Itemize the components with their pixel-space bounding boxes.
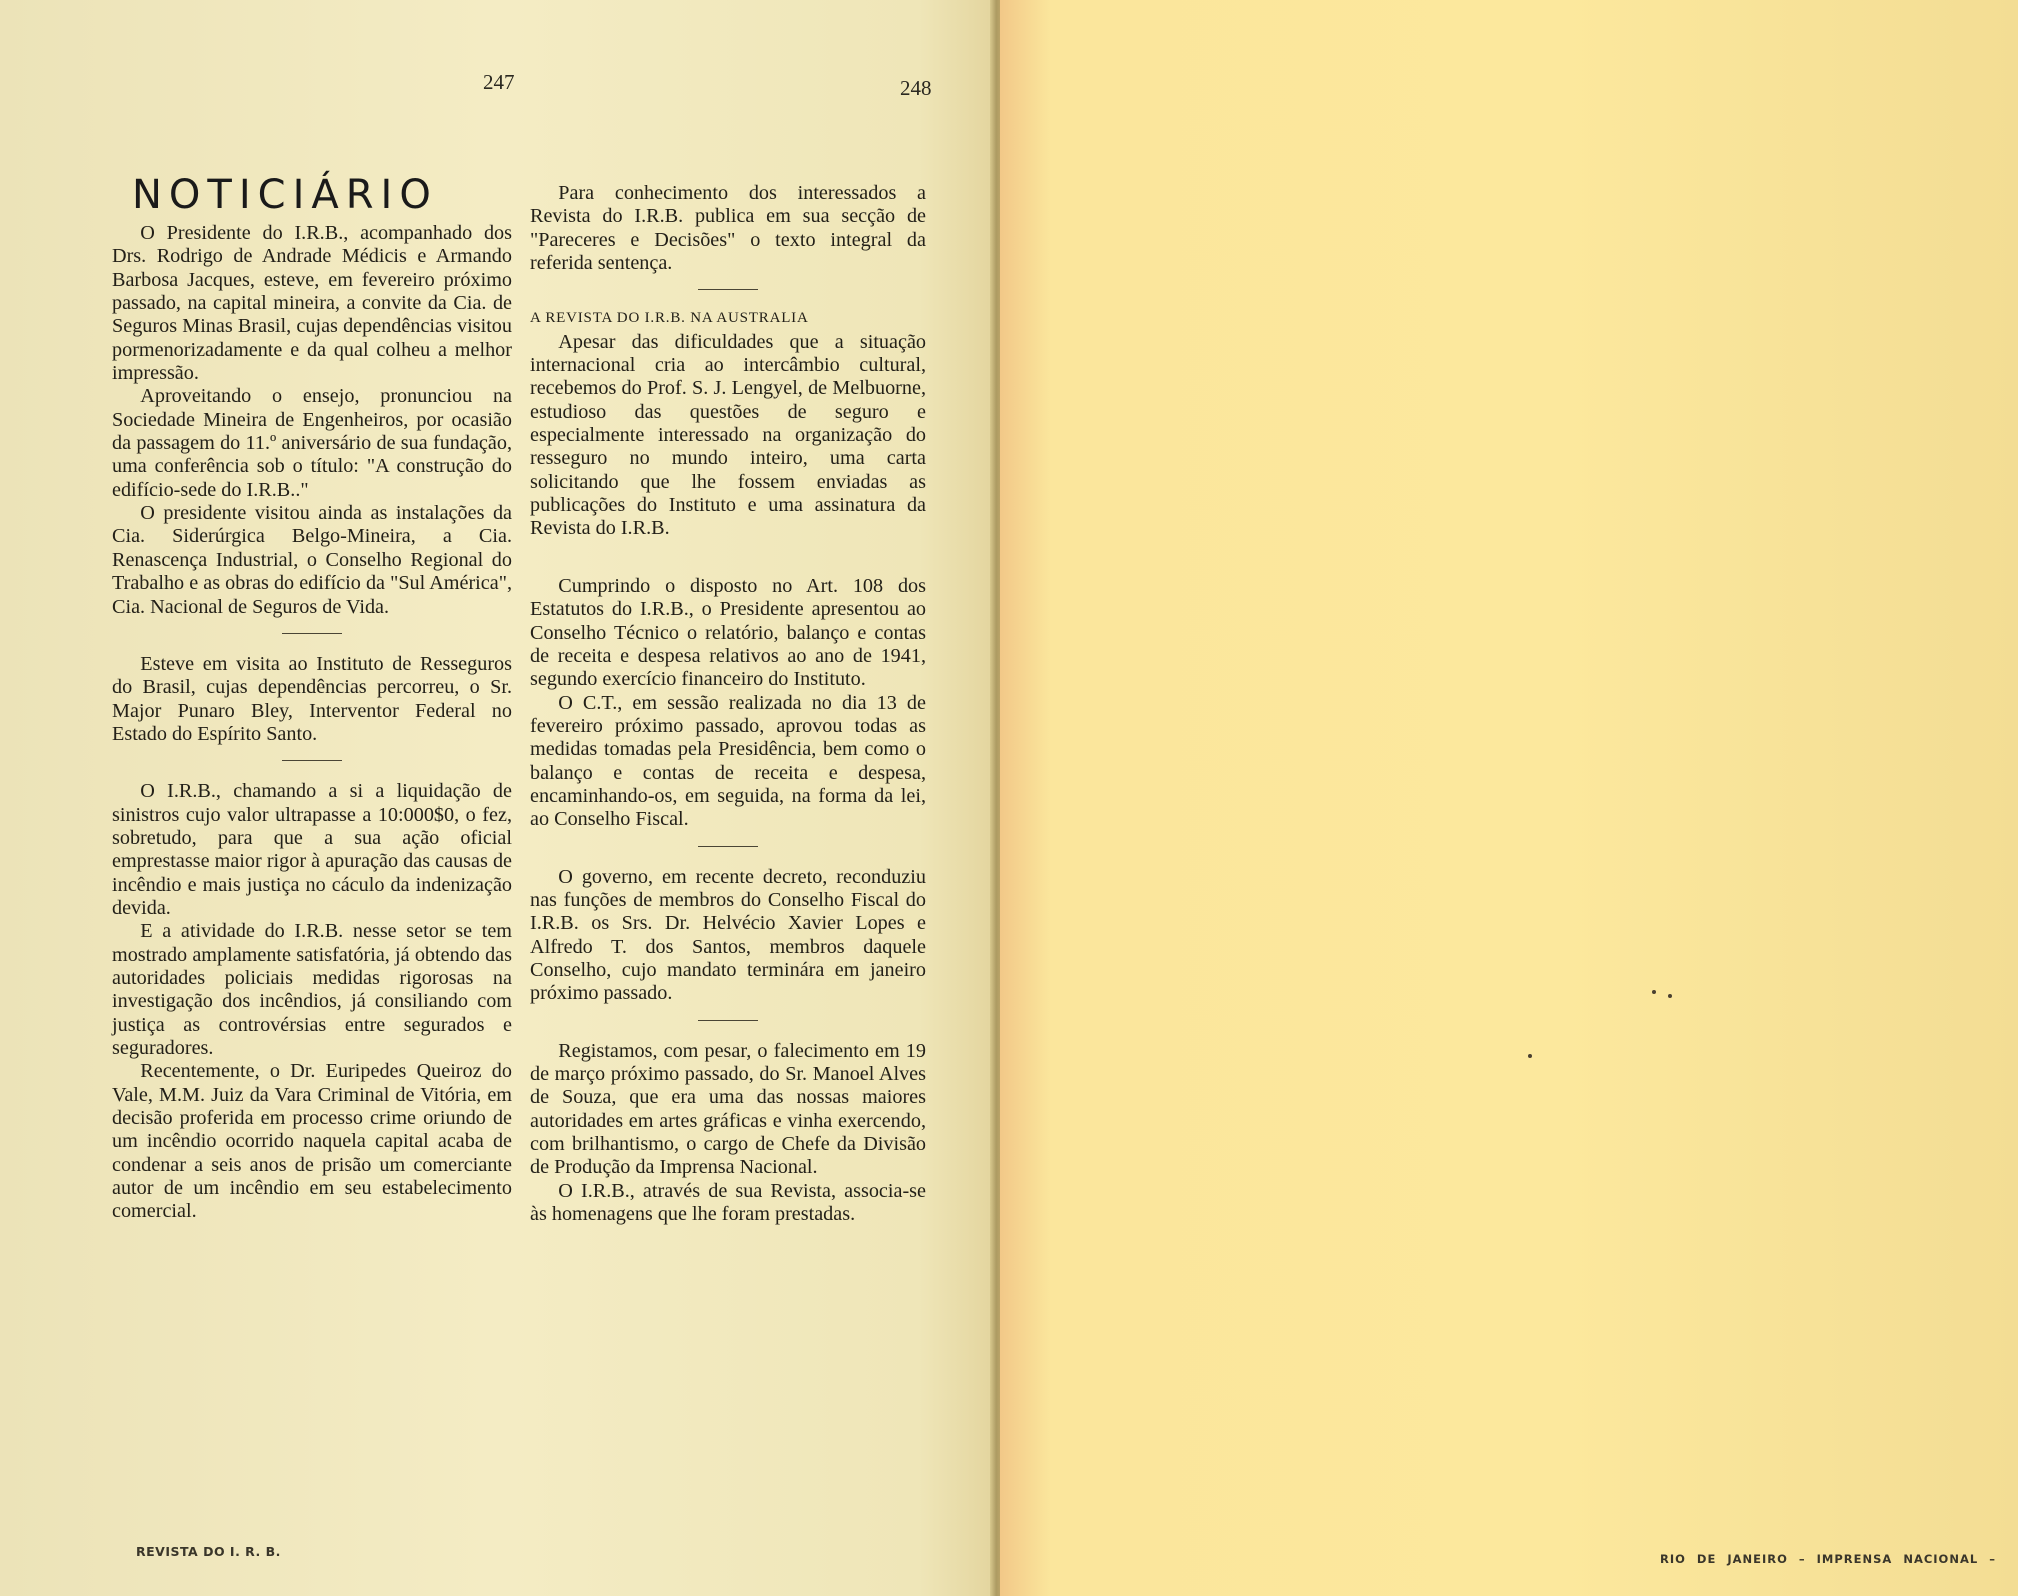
divider <box>282 760 342 761</box>
paragraph: Aproveitando o ensejo, pronunciou na Sociedade Mineira de Engenheiros, por ocasião da passagem do 11.º aniversário de sua fundação, uma conferência sob o título: "A construção do edifício-sede do I.R.B.." <box>112 385 512 501</box>
end-page <box>1000 0 2018 1596</box>
paragraph: O Presidente do I.R.B., acompanhado dos Drs. Rodrigo de Andrade Médicis e Armando Barbosa Jacques, esteve, em fevereiro próximo passado, na capital mineira, a convite da Cia. de Seguros Minas Brasil, cujas dependências visitou pormenorizadamente e da qual colheu a melhor impressão. <box>112 222 512 385</box>
paragraph: O I.R.B., através de sua Revista, associa-se às homenagens que lhe foram prestadas. <box>530 1179 926 1226</box>
paragraph: Recentemente, o Dr. Euripedes Queiroz do Vale, M.M. Juiz da Vara Criminal de Vitória, em decisão proferida em processo crime oriundo de um incêndio ocorrido naquela capital acaba de condenar a seis anos de prisão um comerciante autor de um incêndio em seu estabelecimento comercial. <box>112 1060 512 1223</box>
left-page <box>0 0 998 1596</box>
paragraph: E a atividade do I.R.B. nesse setor se tem mostrado amplamente satisfatória, já obtendo das autoridades policiais medidas rigorosas na investigação dos incêndios, já consiliando com justiça as controvérsias entre segurados e seguradores. <box>112 920 512 1059</box>
paragraph: O I.R.B., chamando a si a liquidação de sinistros cujo valor ultrapasse a 10:000$0, o fez, sobretudo, para que a sua ação oficial emprestasse maior rigor à apuração das causas de incêndio e mais justiça no cáculo da indenização devida. <box>112 780 512 919</box>
paragraph: Apesar das dificuldades que a situação internacional cria ao intercâmbio cultural, recebemos do Prof. S. J. Lengyel, de Melbuorne, estudioso das questões de seguro e especialmente interessado na organização do resseguro no mundo inteiro, uma carta solicitando que lhe fossem enviadas as publicações do Instituto e uma assinatura da Revista do I.R.B. <box>530 330 926 540</box>
paragraph: Para conhecimento dos interessados a Revista do I.R.B. publica em sua secção de "Pareceres e Decisões" o texto integral da referida sentença. <box>530 182 926 275</box>
section-title: NOTICIÁRIO <box>132 172 438 218</box>
divider <box>698 289 758 290</box>
paragraph: Cumprindo o disposto no Art. 108 dos Estatutos do I.R.B., o Presidente apresentou ao Conselho Técnico o relatório, balanço e contas de receita e despesa relativos ao ano de 1941, segundo exercício financeiro do Instituto. <box>530 574 926 691</box>
footer-left: REVISTA DO I. R. B. <box>136 1544 281 1559</box>
left-column <box>112 222 512 1224</box>
paragraph: Esteve em visita ao Instituto de Resseguros do Brasil, cujas dependências percorreu, o Sr. Major Punaro Bley, Interventor Federal no Estado do Espírito Santo. <box>112 652 512 745</box>
paragraph: Registamos, com pesar, o falecimento em 19 de março próximo passado, do Sr. Manoel Alves de Souza, que era uma das nossas maiores autoridades em artes gráficas e vinha exercendo, com brilhantismo, o cargo de Chefe da Divisão de Produção da Imprensa Nacional. <box>530 1039 926 1179</box>
paragraph: O presidente visitou ainda as instalações da Cia. Siderúrgica Belgo-Mineira, a Cia. Renascença Industrial, o Conselho Regional do Trabalho e as obras do edifício da "Sul América", Cia. Nacional de Seguros de Vida. <box>112 502 512 618</box>
divider <box>698 846 758 847</box>
divider <box>698 1020 758 1021</box>
right-column <box>530 182 926 1226</box>
paragraph: O governo, em recente decreto, reconduziu nas funções de membros do Conselho Fiscal do I.R.B. os Srs. Dr. Helvécio Xavier Lopes e Alfredo T. dos Santos, membros daquele Conselho, cujo mandato terminára em janeiro próximo passado. <box>530 865 926 1005</box>
divider <box>282 633 342 634</box>
page-number-left: 247 <box>483 70 515 94</box>
speck-mark <box>1652 990 1656 994</box>
subheading: A REVISTA DO I.R.B. NA AUSTRALIA <box>530 310 809 327</box>
speck-mark <box>1528 1054 1532 1058</box>
page-number-right: 248 <box>900 76 932 100</box>
spacer <box>698 555 758 556</box>
paragraph: O C.T., em sessão realizada no dia 13 de fevereiro próximo passado, aprovou todas as medidas tomadas pela Presidência, bem como o balanço e contas de receita e despesa, encaminhando-os, em seguida, na forma da lei, ao Conselho Fiscal. <box>530 691 926 831</box>
footer-right: RIO DE JANEIRO – IMPRENSA NACIONAL – <box>1660 1552 1996 1566</box>
speck-mark <box>1668 994 1672 998</box>
